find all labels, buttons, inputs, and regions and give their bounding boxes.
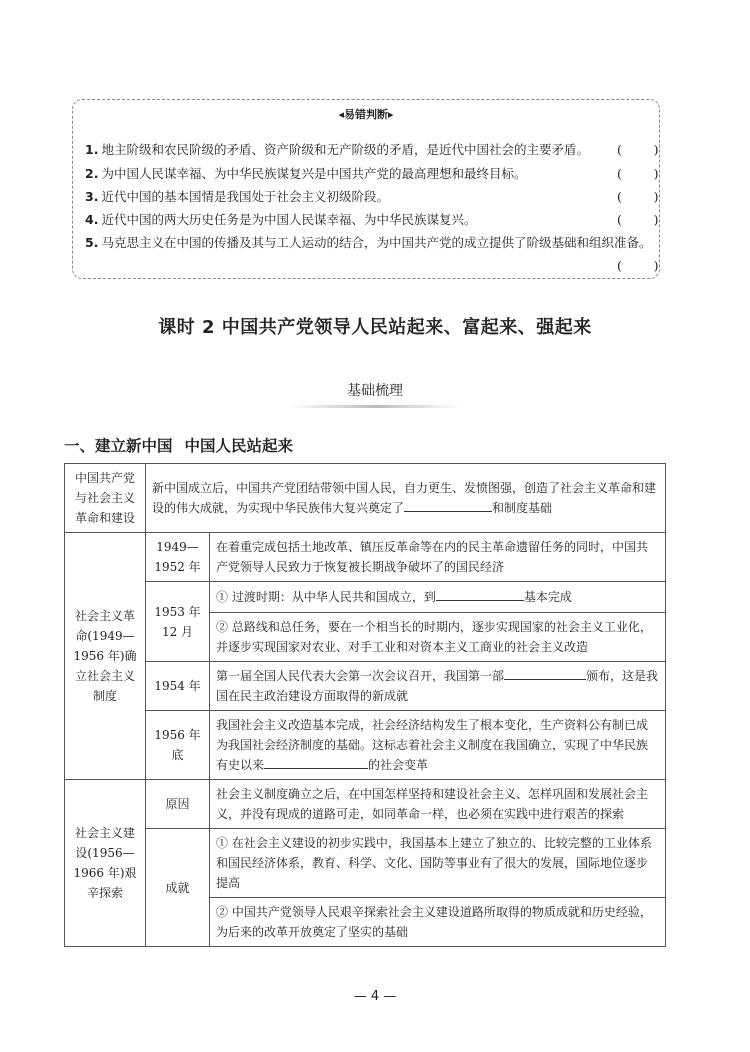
cell-text: ② 中国共产党领导人民艰辛探索社会主义建设道路所取得的物质成就和历史经验，为后来的改革开放奠定了坚实的基础 (210, 898, 666, 947)
judge-item-num: 4. (85, 212, 99, 227)
cell-text: 新中国成立后，中国共产党团结带领中国人民，自力更生、发愤图强，创造了社会主义革命和建设的伟大成就，为实现中华民族伟大复兴奠定了 (152, 481, 657, 515)
page-number: — 4 — (353, 989, 397, 1004)
row-content (210, 662, 666, 711)
answer-paren[interactable]: ( ) (617, 189, 659, 204)
table-row (65, 582, 666, 613)
heading-underline (290, 405, 460, 408)
row-content (210, 582, 666, 613)
table-row (65, 780, 666, 829)
table-row (65, 533, 666, 582)
summary-table (64, 463, 666, 947)
judge-item-text: 近代中国的基本国情是我国处于社会主义初级阶段。 (101, 189, 389, 204)
cell-text: 我国社会主义改造基本完成，社会经济结构发生了根本变化，生产资料公有制已成为我国社会经济制度的基础。这标志着社会主义制度在我国确立，实现了中华民族有史以来 (216, 718, 649, 772)
judge-item-num: 1. (85, 142, 99, 157)
fill-blank[interactable] (504, 666, 586, 680)
answer-paren[interactable]: ( ) (617, 142, 659, 157)
cell-text: 颁布，这是我国在民主政治建设方面取得的新成就 (216, 669, 659, 703)
row-content (210, 711, 666, 780)
cell-text: 在着重完成包括土地改革、镇压反革命等在内的民主革命遗留任务的同时，中国共产党领导人民致力于恢复被长期战争破坏了的国民经济 (210, 533, 666, 582)
cell-text: 基本完成 (523, 590, 572, 604)
row-label: 中国共产党与社会主义革命和建设 (65, 464, 146, 533)
cell-text: 社会主义制度确立之后，在中国怎样坚持和建设社会主义、怎样巩固和发展社会主义，并没有现成的道路可走，如同革命一样，也必须在实践中进行艰苦的探索 (210, 780, 666, 829)
row-content (146, 464, 666, 533)
fill-blank[interactable] (436, 587, 524, 601)
year-label: 1954 年 (146, 662, 210, 711)
cell-text: 的社会变革 (368, 758, 429, 772)
judge-item-text: 近代中国的两大历史任务是为中国人民谋幸福、为中华民族谋复兴。 (101, 212, 477, 227)
judge-item-num: 5. (85, 235, 99, 250)
row-label: 社会主义革命(1949—1956 年)确立社会主义制度 (65, 533, 146, 780)
table-row (65, 662, 666, 711)
judge-item (85, 142, 589, 158)
section-heading (64, 434, 293, 456)
table-row (65, 711, 666, 780)
answer-paren[interactable]: ( ) (617, 258, 659, 273)
cell-text: ① 在社会主义建设的初步实践中，我国基本上建立了独立的、比较完整的工业体系和国民经济体系，教育、科学、文化、国防等事业有了很大的发展，国际地位逐步提高 (210, 829, 666, 898)
fill-blank[interactable] (404, 498, 492, 512)
cell-text: 和制度基础 (492, 501, 553, 515)
error-judgement-box (72, 99, 660, 279)
section-title: 中国人民站起来 (184, 437, 294, 455)
cell-text: ① 过渡时期：从中华人民共和国成立，到 (216, 590, 436, 604)
cell-text: 第一届全国人民代表大会第一次会议召开，我国第一部 (216, 669, 505, 683)
judge-item-text: 为中国人民谋幸福、为中华民族谋复兴是中国共产党的最高理想和最终目标。 (101, 166, 527, 181)
lesson-title: 课时 2 中国共产党领导人民站起来、富起来、强起来 (158, 317, 592, 338)
judge-item-text: 马克思主义在中国的传播及其与工人运动的结合，为中国共产党的成立提供了阶级基础和组织准备。 (101, 235, 652, 250)
judge-item (85, 212, 476, 228)
judge-item (85, 166, 526, 182)
year-label: 1949—1952 年 (146, 533, 210, 582)
judge-item-num: 2. (85, 166, 99, 181)
row-label: 社会主义建设(1956—1966 年)艰辛探索 (65, 780, 146, 947)
judge-item-text: 地主阶级和农民阶级的矛盾、资产阶级和无产阶级的矛盾，是近代中国社会的主要矛盾。 (101, 142, 589, 157)
cell-text: ② 总路线和总任务，要在一个相当长的时期内，逐步实现国家的社会主义工业化，并逐步实现国家对农业、对手工业和对资本主义工商业的社会主义改造 (210, 613, 666, 662)
year-label: 1953 年 12 月 (146, 582, 210, 662)
year-label: 1956 年底 (146, 711, 210, 780)
judge-item (85, 189, 389, 205)
table-row (65, 829, 666, 898)
judge-item-num: 3. (85, 189, 99, 204)
answer-paren[interactable]: ( ) (617, 212, 659, 227)
achievement-label: 成就 (146, 829, 210, 947)
judge-title: ◂易错判断▸ (338, 108, 394, 121)
section-number: 一、建立新中国 (64, 437, 173, 455)
table-row (65, 464, 666, 533)
reason-label: 原因 (146, 780, 210, 829)
judge-item (85, 235, 651, 251)
fill-blank[interactable] (264, 755, 368, 769)
answer-paren[interactable]: ( ) (617, 166, 659, 181)
basics-heading: 基础梳理 (347, 383, 403, 399)
